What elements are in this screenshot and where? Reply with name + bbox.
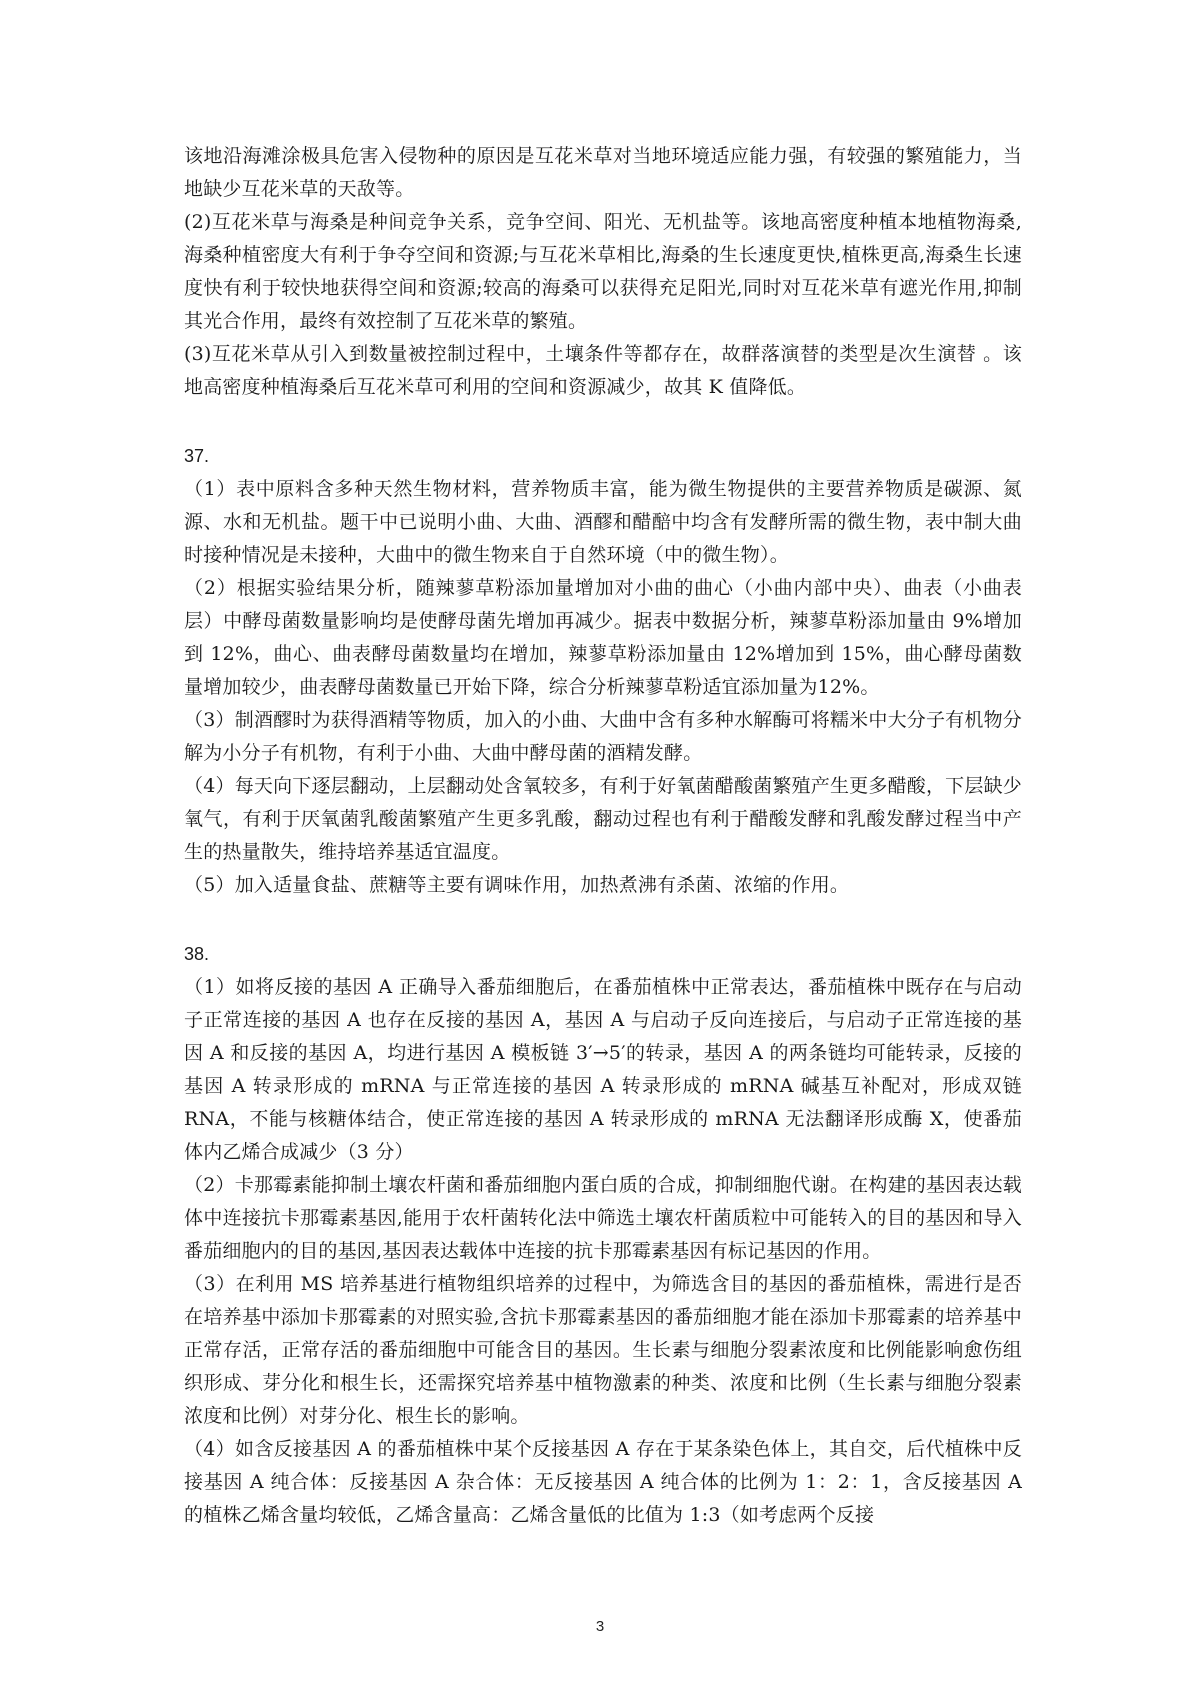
paragraph-37-part3: （3）制酒醪时为获得酒精等物质，加入的小曲、大曲中含有多种水解酶可将糯米中大分子有机物分解为小分子有机物，有利于小曲、大曲中酵母菌的酒精发酵。 xyxy=(184,709,1022,764)
answer-section-36 xyxy=(184,140,1022,404)
section-spacer xyxy=(184,404,1022,440)
paragraph-38-part3: （3）在利用 MS 培养基进行植物组织培养的过程中，为筛选含目的基因的番茄植株，需进行是否在培养基中添加卡那霉素的对照实验,含抗卡那霉素基因的番茄细胞才能在添加卡那霉素的培养基中正常存活，正常存活的番茄细胞中可能含目的基因。生长素与细胞分裂素浓度和比例能影响愈伤组织形成、芽分化和根生长，还需探究培养基中植物激素的种类、浓度和比例（生长素与细胞分裂素浓度和比例）对芽分化、根生长的影响。 xyxy=(184,1273,1022,1427)
paragraph-38-part4: （4）如含反接基因 A 的番茄植株中某个反接基因 A 存在于某条染色体上，其自交，后代植株中反接基因 A 纯合体：反接基因 A 杂合体：无反接基因 A 纯合体的比例为 1：2：1，含反接基因 A 的植株乙烯含量均较低，乙烯含量高：乙烯含量低的比值为 1:3（如考虑两个反接 xyxy=(184,1438,1022,1526)
paragraph-37-part4: （4）每天向下逐层翻动，上层翻动处含氧较多，有利于好氧菌醋酸菌繁殖产生更多醋酸，下层缺少氧气，有利于厌氧菌乳酸菌繁殖产生更多乳酸，翻动过程也有利于醋酸发酵和乳酸发酵过程当中产生的热量散失，维持培养基适宜温度。 xyxy=(184,775,1022,863)
section-spacer xyxy=(184,902,1022,938)
question-number-37: 37. xyxy=(184,446,210,466)
page-number: 3 xyxy=(595,1618,605,1635)
answer-section-37 xyxy=(184,440,1022,902)
paragraph-36-intro: 该地沿海滩涂极具危害入侵物种的原因是互花米草对当地环境适应能力强，有较强的繁殖能力，当地缺少互花米草的天敌等。 xyxy=(184,145,1022,200)
paragraph-37-part1: （1）表中原料含多种天然生物材料，营养物质丰富，能为微生物提供的主要营养物质是碳源、氮源、水和无机盐。题干中已说明小曲、大曲、酒醪和醋醅中均含有发酵所需的微生物，表中制大曲时接种情况是未接种，大曲中的微生物来自于自然环境（中的微生物）。 xyxy=(184,478,1022,566)
answer-section-38 xyxy=(184,938,1022,1532)
question-number-38: 38. xyxy=(184,944,210,964)
paragraph-36-part3: (3)互花米草从引入到数量被控制过程中，土壤条件等都存在，故群落演替的类型是次生演替 。该地高密度种植海桑后互花米草可利用的空间和资源减少，故其 K 值降低。 xyxy=(184,343,1022,398)
paragraph-36-part2: (2)互花米草与海桑是种间竞争关系，竞争空间、阳光、无机盐等。该地高密度种植本地植物海桑,海桑种植密度大有利于争夺空间和资源;与互花米草相比,海桑的生长速度更快,植株更高,海桑生长速度快有利于较快地获得空间和资源;较高的海桑可以获得充足阳光,同时对互花米草有遮光作用,抑制其光合作用，最终有效控制了互花米草的繁殖。 xyxy=(184,211,1022,332)
paragraph-38-part2: （2）卡那霉素能抑制土壤农杆菌和番茄细胞内蛋白质的合成，抑制细胞代谢。在构建的基因表达载体中连接抗卡那霉素基因,能用于农杆菌转化法中筛选土壤农杆菌质粒中可能转入的目的基因和导入番茄细胞内的目的基因,基因表达载体中连接的抗卡那霉素基因有标记基因的作用。 xyxy=(184,1174,1022,1262)
paragraph-38-part1: （1）如将反接的基因 A 正确导入番茄细胞后，在番茄植株中正常表达，番茄植株中既存在与启动子正常连接的基因 A 也存在反接的基因 A，基因 A 与启动子反向连接后，与启动子正常连接的基因 A 和反接的基因 A，均进行基因 A 模板链 3′→5′的转录，基因 A 的两条链均可能转录，反接的基因 A 转录形成的 mRNA 与正常连接的基因 A 转录形成的 mRNA 碱基互补配对，形成双链 RNA，不能与核糖体结合，使正常连接的基因 A 转录形成的 mRNA 无法翻译形成酶 X，使番茄体内乙烯合成减少（3 分） xyxy=(184,976,1022,1163)
paragraph-37-part5: （5）加入适量食盐、蔗糖等主要有调味作用，加热煮沸有杀菌、浓缩的作用。 xyxy=(184,874,850,896)
document-body xyxy=(184,140,1022,1532)
paragraph-37-part2: （2）根据实验结果分析，随辣蓼草粉添加量增加对小曲的曲心（小曲内部中央）、曲表（小曲表层）中酵母菌数量影响均是使酵母菌先增加再减少。据表中数据分析，辣蓼草粉添加量由 9%增加到 12%，曲心、曲表酵母菌数量均在增加，辣蓼草粉添加量由 12%增加到 15%，曲心酵母菌数量增加较少，曲表酵母菌数量已开始下降，综合分析辣蓼草粉适宜添加量为12%。 xyxy=(184,577,1022,698)
